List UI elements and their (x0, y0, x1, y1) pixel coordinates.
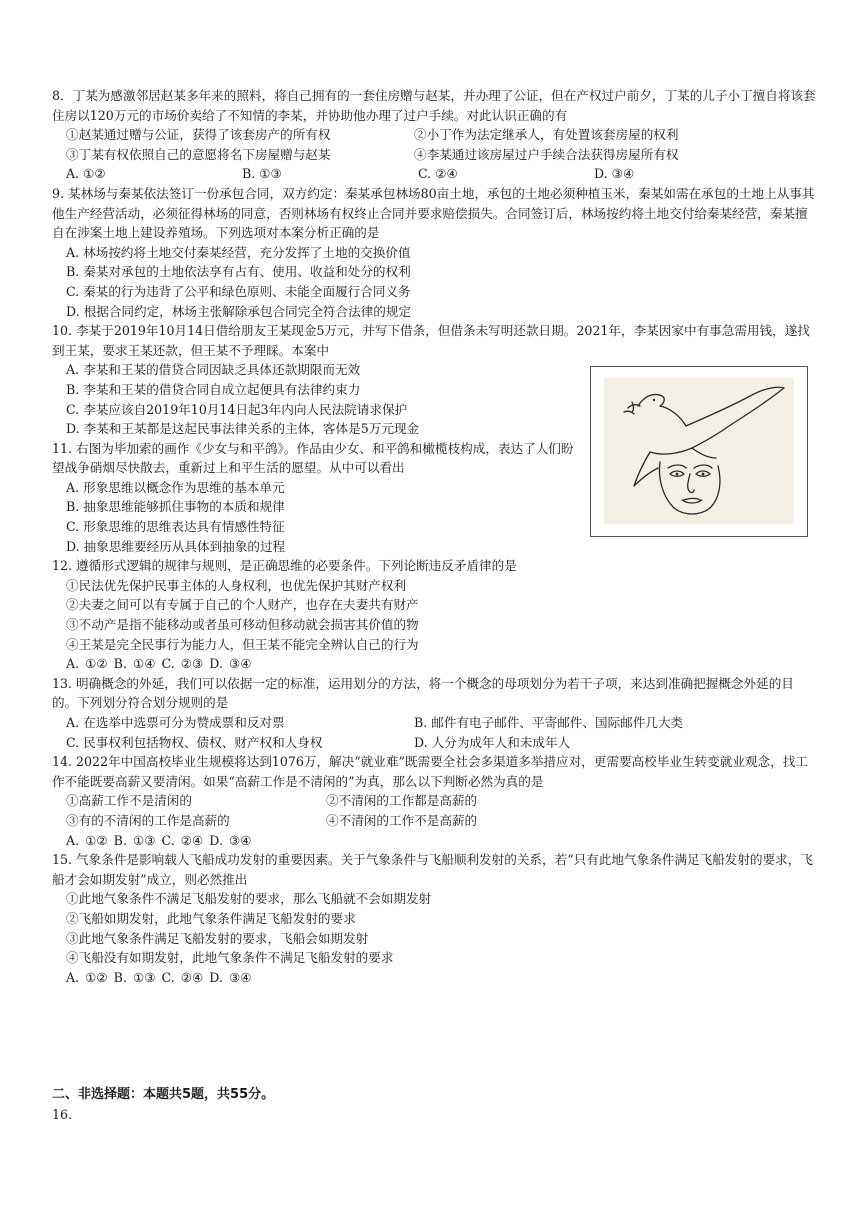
statement-3: ③有的不清闲的工作是高薪的 (66, 812, 230, 828)
option-a[interactable]: A. ①② (66, 166, 106, 182)
statement-4: ④王某是完全民事行为能力人，但王某不能完全辨认自己的行为 (66, 636, 419, 652)
option-d[interactable]: D. ③④ (594, 166, 635, 182)
question-stem: 9. 某林场与秦某依法签订一份承包合同，双方约定：秦某承包林场80亩土地，承包的土地必须种植玉米，秦某如需在承包的土地上从事其他生产经营活动，必须征得林场的同意，否则林场有权终止合同并要求赔偿损失。合同签订后，林场按约将土地交付给秦某经营，秦某擅自在涉案土地上建设养殖场。下列选项对本案分析正确的是 (52, 185, 815, 241)
left-pupil (676, 473, 679, 476)
statement-4: ④不清闲的工作不是高薪的 (326, 812, 478, 828)
option-b[interactable]: B. ①③ (242, 166, 282, 182)
question-12 (52, 556, 818, 674)
option-b[interactable]: B. 李某和王某的借贷合同自成立起便具有法律约束力 (66, 381, 361, 397)
answer-options[interactable]: A. ①② B. ①③ C. ②④ D. ③④ (66, 832, 252, 848)
option-b[interactable]: B. 秦某对承包的土地依法享有占有、使用、收益和处分的权利 (66, 264, 411, 280)
dove-eye (653, 399, 655, 401)
option-a[interactable]: A. 在选举中选票可分为赞成票和反对票 (66, 715, 285, 730)
option-d[interactable]: D. 抽象思维要经历从具体到抽象的过程 (66, 538, 286, 554)
statement-1: ①高薪工作不是清闲的 (66, 793, 192, 809)
statement-4: ④李某通过该房屋过户手续合法获得房屋所有权 (414, 146, 679, 162)
option-d[interactable]: D. 根据合同约定，林场主张解除承包合同完全符合法律的规定 (66, 303, 412, 319)
option-c[interactable]: C. 李某应该自2019年10月14日起3年内向人民法院请求保护 (66, 401, 408, 417)
option-c[interactable]: C. 形象思维的思维表达具有情感性特征 (66, 519, 285, 535)
statement-2: ②夫妻之间可以有专属于自己的个人财产，也存在夫妻共有财产 (66, 597, 419, 613)
question-15 (52, 850, 818, 987)
question-13 (52, 674, 818, 752)
statement-row (52, 125, 818, 145)
statement-2: ②小丁作为法定继承人，有处置该套房屋的权利 (414, 127, 679, 143)
right-pupil (702, 473, 705, 476)
section-title: 二、非选择题：本题共5题，共55分。 (52, 1087, 275, 1103)
statement-2: ②飞船如期发射，此地气象条件满足飞船发射的要求 (66, 910, 356, 926)
answer-options (52, 164, 818, 184)
question-stem: 15. 气象条件是影响载人飞船成功发射的重要因素。关于气象条件与飞船顺利发射的关系，若“只有此地气象条件满足飞船发射的要求，飞船才会如期发射”成立，则必然推出 (52, 852, 813, 887)
question-14 (52, 752, 818, 850)
question-stem: 11. 右图为毕加索的画作《少女与和平鸽》。作品由少女、和平鸽和橄榄枝构成，表达了人们盼望战争硝烟尽快散去，重新过上和平生活的愿望。从中可以看出 (52, 440, 574, 476)
picasso-dove-figure (590, 366, 808, 537)
statement-4: ④飞船没有如期发射，此地气象条件不满足飞船发射的要求 (66, 950, 394, 966)
statement-row (52, 791, 818, 811)
question-stem: 13. 明确概念的外延，我们可以依据一定的标准，运用划分的方法，将一个概念的母项划分为若干子项，来达到准确把握概念外延的目的。下列划分符合划分规则的是 (52, 675, 794, 711)
question-stem: 8．丁某为感激邻居赵某多年来的照料，将自己拥有的一套住房赠与赵某，并办理了公证，但在产权过户前夕，丁某的儿子小丁擅自将该套住房以120万元的市场价卖给了不知情的李某，并协助他办理了过户手续。对此认识正确的有 (52, 88, 816, 123)
option-c[interactable]: C. 秦某的行为违背了公平和绿色原则、未能全面履行合同义务 (66, 283, 411, 299)
statement-1: ①赵某通过赠与公证，获得了该套房产的所有权 (66, 127, 331, 143)
option-a[interactable]: A. 林场按约将土地交付秦某经营，充分发挥了土地的交换价值 (66, 244, 411, 260)
option-a[interactable]: A. 李某和王某的借贷合同因缺乏具体还款期限而无效 (66, 362, 361, 378)
statement-3: ③不动产是指不能移动或者虽可移动但移动就会损害其价值的物 (66, 617, 419, 633)
option-d[interactable]: D. 人分为成年人和未成年人 (414, 734, 571, 750)
question-9 (52, 184, 818, 321)
girl-and-dove-drawing (604, 378, 794, 524)
option-a[interactable]: A. 形象思维以概念作为思维的基本单元 (66, 479, 285, 495)
option-c[interactable]: C. 民事权利包括物权、债权、财产权和人身权 (66, 734, 323, 750)
question-16: 16. (52, 1106, 73, 1122)
statement-1: ①民法优先保护民事主体的人身权利，也优先保护其财产权利 (66, 577, 407, 593)
statement-row (52, 811, 818, 831)
statement-3: ③丁某有权依照自己的意愿将名下房屋赠与赵某 (66, 146, 331, 162)
exam-page (52, 86, 818, 1125)
question-stem: 14. 2022年中国高校毕业生规模将达到1076万，解决“就业难”既需要全社会多渠道多举措应对，更需要高校毕业生转变就业观念，找工作不能既要高薪又要清闲。如果“高薪工作是不清闲的”为真，那么以下判断必然为真的是 (52, 754, 808, 789)
option-row (52, 733, 818, 753)
option-d[interactable]: D. 李某和王某都是这起民事法律关系的主体，客体是5万元现金 (66, 421, 420, 437)
statement-3: ③此地气象条件满足飞船发射的要求，飞船会如期发射 (66, 930, 369, 946)
question-stem: 10. 李某于2019年10月14日借给朋友王某现金5万元，并写下借条，但借条未写明还款日期。2021年，李某因家中有事急需用钱，遂找到王某，要求王某还款，但王某不予理睬。本案中 (52, 323, 810, 358)
question-stem: 12. 遵循形式逻辑的规律与规则，是正确思维的必要条件。下列论断违反矛盾律的是 (52, 558, 517, 574)
option-row (52, 713, 818, 733)
option-b[interactable]: B. 抽象思维能够抓住事物的本质和规律 (66, 499, 285, 515)
statement-1: ①此地气象条件不满足飞船发射的要求，那么飞船就不会如期发射 (66, 891, 432, 907)
question-8 (52, 86, 818, 184)
option-b[interactable]: B. 邮件有电子邮件、平寄邮件、国际邮件几大类 (414, 715, 684, 730)
statement-2: ②不清闲的工作都是高薪的 (326, 793, 478, 809)
statement-row (52, 145, 818, 165)
option-c[interactable]: C. ②④ (418, 166, 458, 182)
answer-options[interactable]: A. ①② B. ①④ C. ②③ D. ③④ (66, 656, 252, 672)
answer-options[interactable]: A. ①② B. ①③ C. ②④ D. ③④ (66, 969, 252, 985)
